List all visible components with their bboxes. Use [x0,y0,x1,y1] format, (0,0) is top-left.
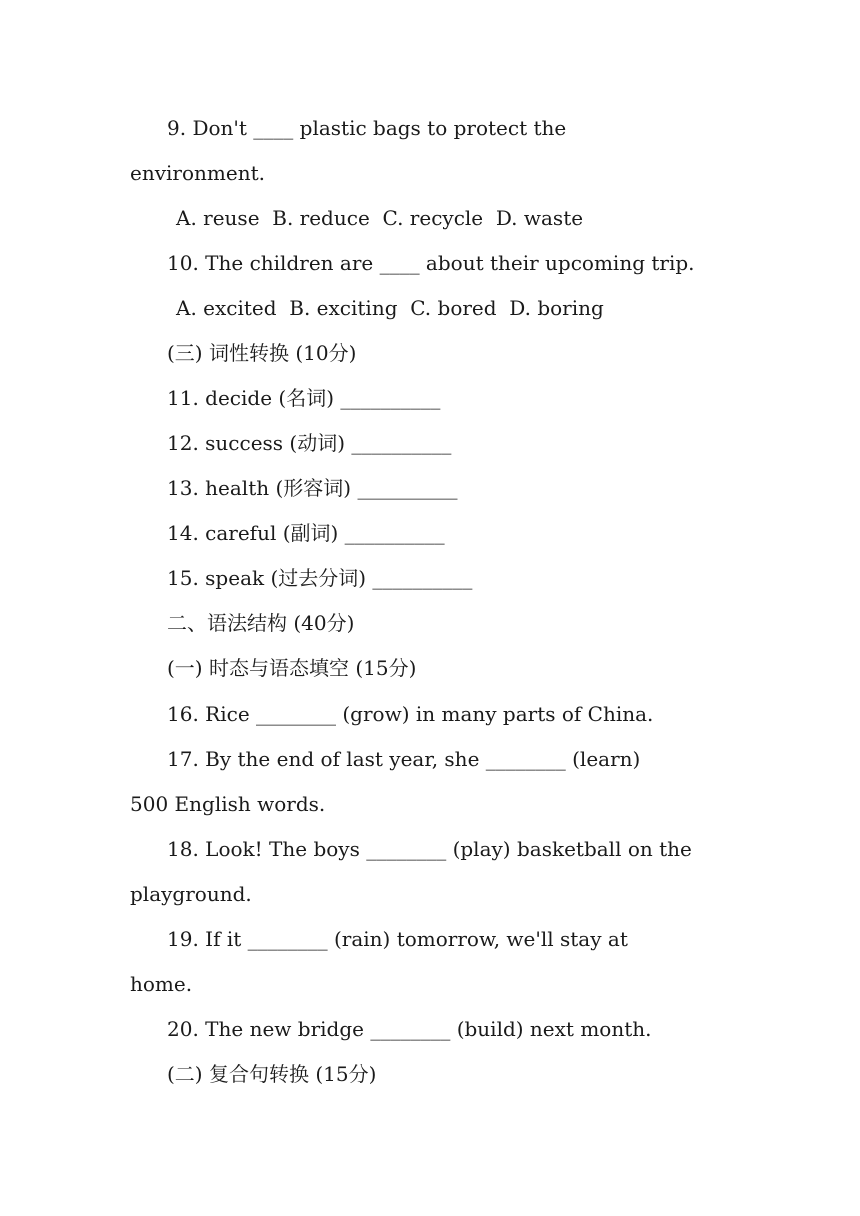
section-heading-tense-voice: (一) 时态与语态填空 (15分) [167,656,417,680]
question-18-line-2: playground. [130,882,252,906]
question-9-line-1: 9. Don't ____ plastic bags to protect the [167,116,567,140]
question-13: 13. health (形容词) __________ [167,476,458,500]
question-11: 11. decide (名词) __________ [167,386,441,410]
question-10: 10. The children are ____ about their upcoming trip. [167,251,695,275]
question-17-line-1: 17. By the end of last year, she ________ (learn) [167,747,641,771]
question-16: 16. Rice ________ (grow) in many parts of China. [167,702,654,726]
question-19-line-1: 19. If it ________ (rain) tomorrow, we'll stay at [167,927,628,951]
question-12: 12. success (动词) __________ [167,431,452,455]
section-heading-complex-sentences: (二) 复合句转换 (15分) [167,1062,377,1086]
question-19-line-2: home. [130,972,193,996]
question-18-line-1: 18. Look! The boys ________ (play) basketball on the [167,837,692,861]
question-14: 14. careful (副词) __________ [167,521,445,545]
section-heading-word-forms: (三) 词性转换 (10分) [167,341,357,365]
question-9-line-2: environment. [130,161,265,185]
question-10-options: A. excited B. exciting C. bored D. boring [176,296,604,320]
question-9-options: A. reuse B. reduce C. recycle D. waste [176,206,584,230]
question-17-line-2: 500 English words. [130,792,326,816]
question-20: 20. The new bridge ________ (build) next month. [167,1017,652,1041]
question-15: 15. speak (过去分词) __________ [167,566,473,590]
part-heading-grammar: 二、语法结构 (40分) [167,611,355,635]
